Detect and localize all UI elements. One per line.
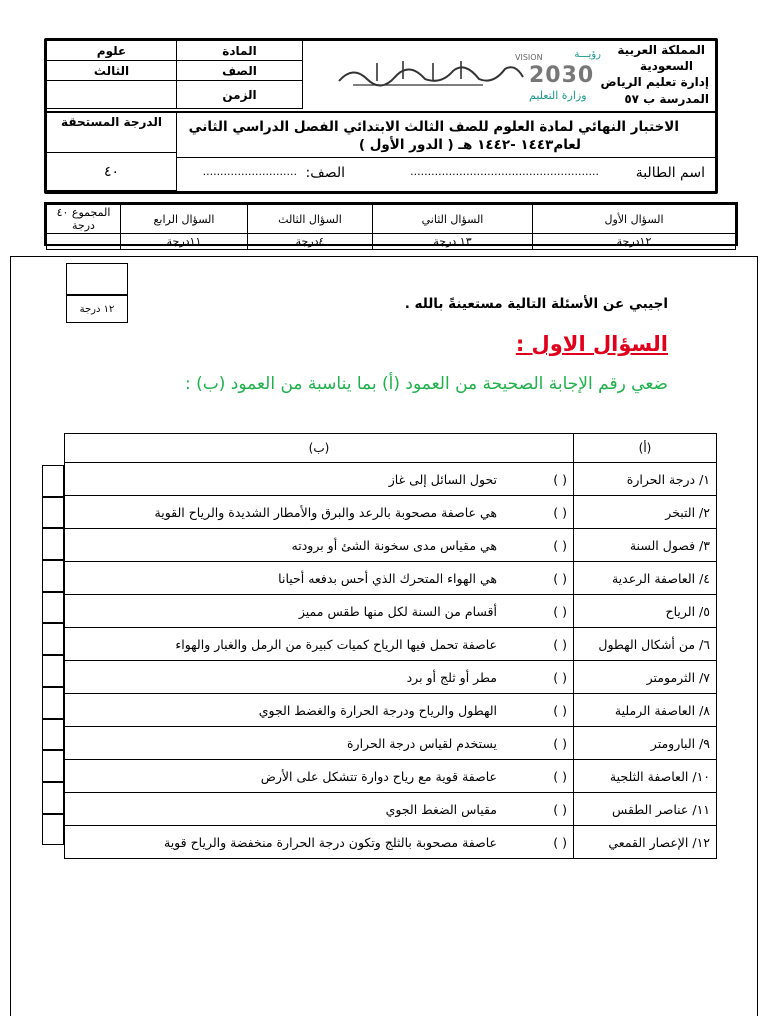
answer-box[interactable]	[42, 623, 64, 655]
page-left-rule	[10, 256, 11, 1016]
answer-blank[interactable]: ( )	[553, 570, 567, 586]
definition-text: هي عاصفة مصحوبة بالرعد والبرق والأمطار الشديدة والرياح القوية	[154, 504, 497, 520]
q2-value: ١٣ درجة	[373, 234, 533, 250]
vision-arabic: رؤيـــة	[574, 49, 601, 60]
definition-text: عاصفة مصحوبة بالثلج وتكون درجة الحرارة منخفضة والرياح قوية	[164, 834, 497, 850]
matching-row	[65, 727, 717, 760]
mark-box-empty	[66, 263, 128, 295]
definition-b	[65, 760, 574, 793]
page-right-rule	[757, 256, 758, 1016]
question-instruction: ضعي رقم الإجابة الصحيحة من العمود (أ) بما يناسبة من العمود (ب) :	[184, 374, 668, 394]
total-value	[47, 234, 121, 250]
answer-box[interactable]	[42, 592, 64, 624]
definition-text: مقياس الضغط الجوي	[385, 801, 497, 817]
grade-label: الصف	[177, 61, 303, 81]
answer-blank[interactable]: ( )	[553, 471, 567, 487]
answer-blank[interactable]: ( )	[553, 504, 567, 520]
answer-blank[interactable]: ( )	[553, 537, 567, 553]
answer-blank[interactable]: ( )	[553, 669, 567, 685]
score-distribution-table	[44, 202, 738, 246]
q2-label: السؤال الثاني	[373, 205, 533, 234]
answer-blank[interactable]: ( )	[553, 702, 567, 718]
answer-box[interactable]	[42, 687, 64, 719]
title-divider	[177, 157, 715, 158]
subject-label: المادة	[177, 41, 303, 61]
answer-blank[interactable]: ( )	[553, 735, 567, 751]
definition-b	[65, 628, 574, 661]
class-label: الصف:	[305, 165, 345, 181]
answer-box[interactable]	[42, 465, 64, 497]
matching-row	[65, 529, 717, 562]
term-a: ٨/ العاصفة الرملية	[574, 694, 717, 727]
definition-b	[65, 529, 574, 562]
answer-blank[interactable]: ( )	[553, 768, 567, 784]
matching-row	[65, 694, 717, 727]
term-a: ٧/ الثرمومتر	[574, 661, 717, 694]
term-a: ١٠/ العاصفة الثلجية	[574, 760, 717, 793]
student-name-label: اسم الطالبة	[635, 165, 705, 181]
matching-row	[65, 562, 717, 595]
matching-table	[64, 433, 717, 859]
column-a-header: (أ)	[574, 434, 717, 463]
term-a: ١/ درجة الحرارة	[574, 463, 717, 496]
term-a: ٩/ البارومتر	[574, 727, 717, 760]
definition-text: تحول السائل إلى غاز	[388, 471, 497, 487]
answer-box[interactable]	[42, 560, 64, 592]
definition-text: هي الهواء المتحرك الذي أحس بدفعه أحيانا	[278, 570, 497, 586]
vision-year: 2030	[529, 63, 595, 88]
term-a: ٥/ الرياح	[574, 595, 717, 628]
definition-text: عاصفة قوية مع رياح دوارة تتشكل على الأرض	[260, 768, 497, 784]
matching-row	[65, 760, 717, 793]
answer-box[interactable]	[42, 497, 64, 529]
matching-row	[65, 628, 717, 661]
matching-row	[65, 496, 717, 529]
term-a: ٤/ العاصفة الرعدية	[574, 562, 717, 595]
q4-value: ١١درجة	[121, 234, 248, 250]
term-a: ٣/ فصول السنة	[574, 529, 717, 562]
ministry-name: وزارة التعليم	[529, 89, 587, 102]
answer-blank[interactable]: ( )	[553, 834, 567, 850]
matching-row	[65, 826, 717, 859]
intro-text: اجيبي عن الأسئلة التالية مستعينةً بالله .	[404, 296, 668, 312]
term-a: ١٢/ الإعصار القمعي	[574, 826, 717, 859]
term-a: ١١/ عناصر الطقس	[574, 793, 717, 826]
answer-boxes	[42, 465, 64, 845]
definition-b	[65, 463, 574, 496]
answer-box[interactable]	[42, 750, 64, 782]
definition-b	[65, 727, 574, 760]
score-total: ٤٠	[47, 153, 177, 191]
definition-text: هي مقياس مدى سخونة الشئ أو برودته	[291, 537, 497, 553]
mark-box-value: ١٢ درجة	[66, 295, 128, 323]
page-top-rule	[10, 256, 758, 257]
vision-english: VISION	[515, 53, 543, 62]
question-title: السؤال الاول :	[515, 332, 668, 356]
definition-text: مطر أو ثلج أو برد	[406, 669, 497, 685]
definition-b	[65, 562, 574, 595]
definition-b	[65, 793, 574, 826]
vision-2030-logo	[509, 43, 609, 109]
time-value	[47, 81, 177, 109]
matching-row	[65, 793, 717, 826]
q1-label: السؤال الأول	[533, 205, 736, 234]
column-b-header: (ب)	[65, 434, 574, 463]
answer-box[interactable]	[42, 814, 64, 846]
definition-text: الهطول والرياح ودرجة الحرارة والغضط الجوي	[258, 702, 497, 718]
total-label: المجموع ٤٠ درجة	[47, 205, 121, 234]
country-line-1: المملكة العربية	[617, 43, 705, 57]
answer-box[interactable]	[42, 528, 64, 560]
exam-header	[44, 38, 718, 194]
student-name-field[interactable]: ......................................................	[410, 165, 599, 178]
definition-b	[65, 661, 574, 694]
country-line-2: السعودية	[639, 59, 693, 73]
definition-text: يستخدم لقياس درجة الحرارة	[347, 735, 497, 751]
matching-row	[65, 463, 717, 496]
q3-label: السؤال الثالث	[248, 205, 373, 234]
class-field[interactable]: ...........................	[202, 165, 297, 178]
exam-year: لعام١٤٤٣ -١٤٤٢ هـ ( الدور الأول )	[358, 137, 581, 153]
q4-label: السؤال الرابع	[121, 205, 248, 234]
definition-text: عاصفة تحمل فيها الرياح كميات كبيرة من الرمل والغبار والهواء	[175, 636, 497, 652]
time-label: الزمن	[177, 81, 303, 109]
q1-value: ١٢درجة	[533, 234, 736, 250]
definition-b	[65, 595, 574, 628]
definition-b	[65, 694, 574, 727]
answer-blank[interactable]: ( )	[553, 636, 567, 652]
definition-b	[65, 826, 574, 859]
matching-row	[65, 661, 717, 694]
grade-value: الثالث	[47, 61, 177, 81]
definition-b	[65, 496, 574, 529]
term-a: ٢/ التبخر	[574, 496, 717, 529]
score-label: الدرجة المستحقة	[47, 113, 177, 153]
answer-blank[interactable]: ( )	[553, 801, 567, 817]
answer-box[interactable]	[42, 782, 64, 814]
answer-box[interactable]	[42, 655, 64, 687]
matching-row	[65, 595, 717, 628]
exam-title: الاختبار النهائي لمادة العلوم للصف الثالث الابتدائي الفصل الدراسي الثاني	[188, 119, 679, 135]
school-name: المدرسة ب ٥٧	[624, 92, 709, 106]
region-name: إدارة تعليم الرياض	[600, 75, 709, 89]
answer-blank[interactable]: ( )	[553, 603, 567, 619]
term-a: ٦/ من أشكال الهطول	[574, 628, 717, 661]
q3-value: ٤درجة	[248, 234, 373, 250]
basmala-calligraphy	[333, 55, 529, 95]
definition-text: أقسام من السنة لكل منها طقس مميز	[298, 603, 497, 619]
subject-value: علوم	[47, 41, 177, 61]
answer-box[interactable]	[42, 719, 64, 751]
